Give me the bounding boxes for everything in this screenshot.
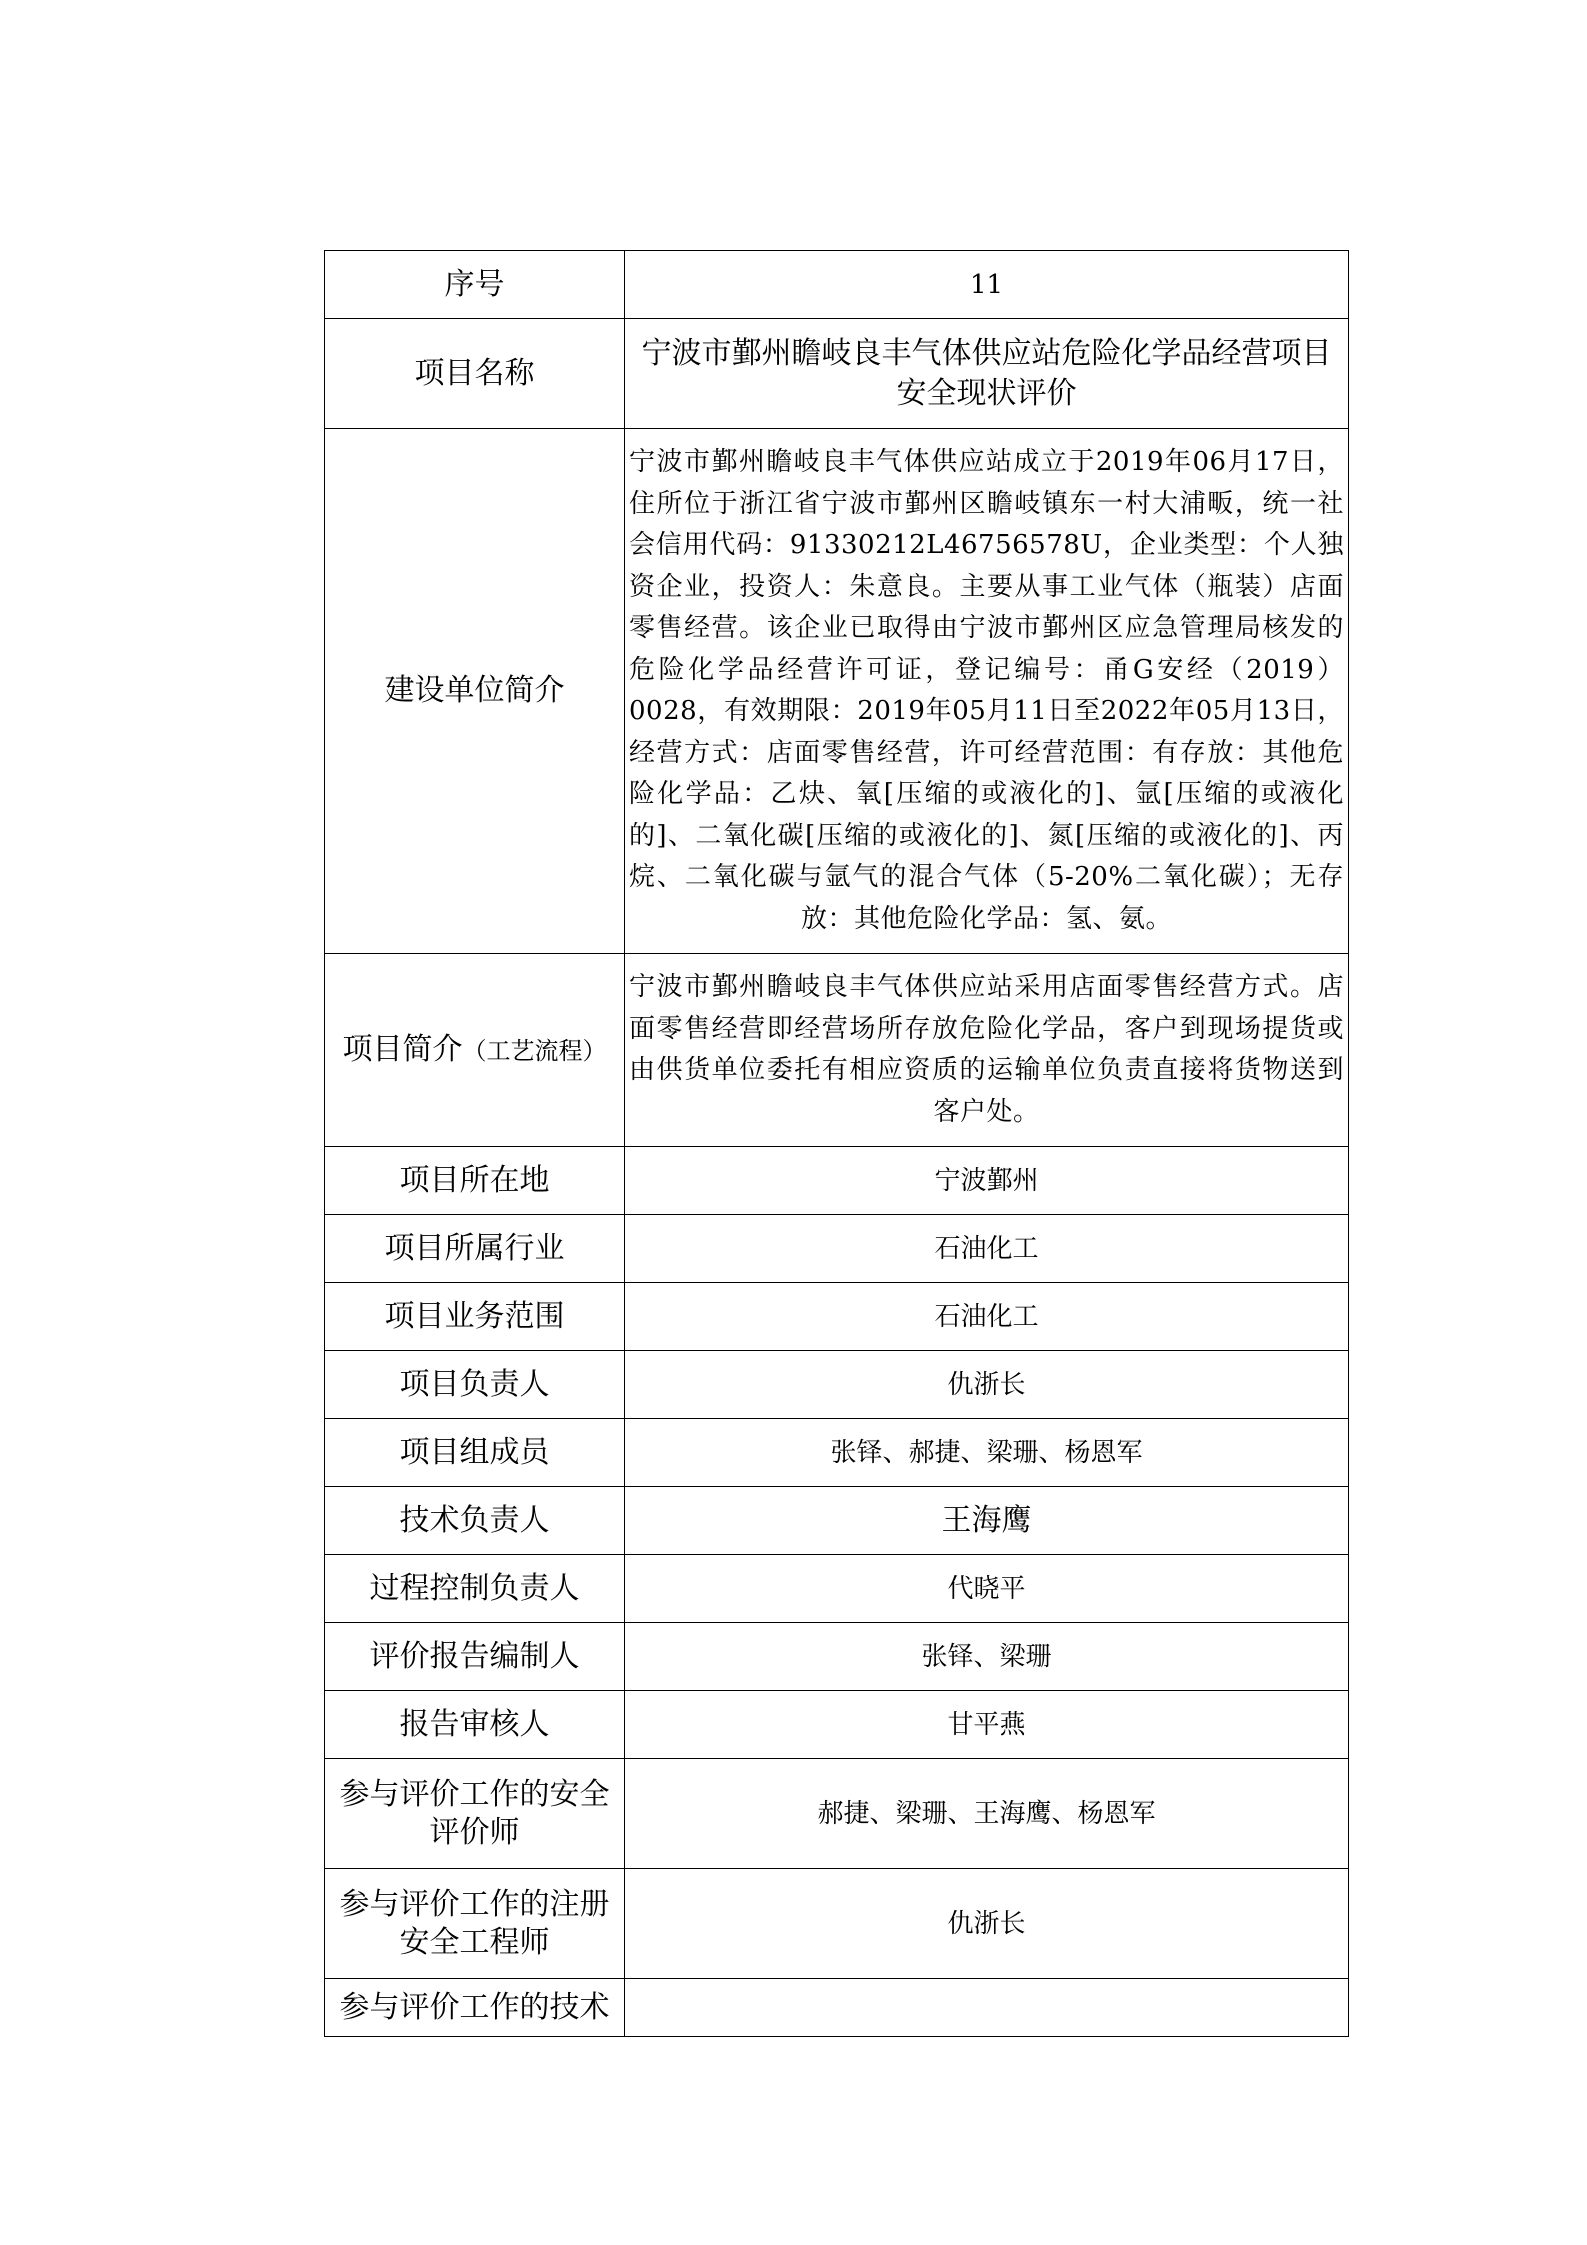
report-author-value: 张铎、梁珊 (625, 1623, 1349, 1691)
project-intro-label-main: 项目简介 (342, 1031, 463, 1067)
members-value: 张铎、郝捷、梁珊、杨恩军 (625, 1419, 1349, 1487)
row-process-leader (325, 1555, 1349, 1623)
project-name-label: 项目名称 (325, 319, 625, 429)
company-intro-label: 建设单位简介 (325, 429, 625, 954)
report-author-label: 评价报告编制人 (325, 1623, 625, 1691)
safety-assessors-value: 郝捷、梁珊、王海鹰、杨恩军 (625, 1759, 1349, 1869)
row-project-name (325, 319, 1349, 429)
row-tech-staff (325, 1979, 1349, 2037)
project-intro-label (325, 954, 625, 1147)
row-project-intro (325, 954, 1349, 1147)
tech-staff-value (625, 1979, 1349, 2037)
tech-staff-label: 参与评价工作的技术 (325, 1979, 625, 2037)
row-business-scope (325, 1283, 1349, 1351)
company-intro-value: 宁波市鄞州瞻岐良丰气体供应站成立于2019年06月17日，住所位于浙江省宁波市鄞州区瞻岐镇东一村大浦畈，统一社会信用代码：91330212L46756578U，企业类型：个人独资企业，投资人：朱意良。主要从事工业气体（瓶装）店面零售经营。该企业已取得由宁波市鄞州区应急管理局核发的危险化学品经营许可证，登记编号：甬G安经（2019）0028，有效期限：2019年05月11日至2022年05月13日，经营方式：店面零售经营，许可经营范围：有存放：其他危险化学品：乙炔、氧[压缩的或液化的]、氩[压缩的或液化的]、二氧化碳[压缩的或液化的]、氮[压缩的或液化的]、丙烷、二氧化碳与氩气的混合气体（5-20%二氧化碳）；无存放：其他危险化学品：氢、氨。 (625, 429, 1349, 954)
business-scope-value: 石油化工 (625, 1283, 1349, 1351)
reviewer-value: 甘平燕 (625, 1691, 1349, 1759)
reviewer-label: 报告审核人 (325, 1691, 625, 1759)
process-leader-label: 过程控制负责人 (325, 1555, 625, 1623)
tech-leader-value: 王海鹰 (625, 1487, 1349, 1555)
business-scope-label: 项目业务范围 (325, 1283, 625, 1351)
location-value: 宁波鄞州 (625, 1147, 1349, 1215)
row-serial (325, 251, 1349, 319)
leader-value: 仇浙长 (625, 1351, 1349, 1419)
row-industry (325, 1215, 1349, 1283)
row-leader (325, 1351, 1349, 1419)
industry-label: 项目所属行业 (325, 1215, 625, 1283)
row-safety-assessors (325, 1759, 1349, 1869)
registered-engineers-label: 参与评价工作的注册安全工程师 (325, 1869, 625, 1979)
project-info-table (324, 250, 1349, 2037)
location-label: 项目所在地 (325, 1147, 625, 1215)
serial-label: 序号 (325, 251, 625, 319)
registered-engineers-value: 仇浙长 (625, 1869, 1349, 1979)
project-name-value: 宁波市鄞州瞻岐良丰气体供应站危险化学品经营项目安全现状评价 (625, 319, 1349, 429)
row-company-intro (325, 429, 1349, 954)
industry-value: 石油化工 (625, 1215, 1349, 1283)
row-location (325, 1147, 1349, 1215)
row-members (325, 1419, 1349, 1487)
project-intro-label-sub: （工艺流程） (462, 1036, 607, 1065)
safety-assessors-label: 参与评价工作的安全评价师 (325, 1759, 625, 1869)
row-report-author (325, 1623, 1349, 1691)
process-leader-value: 代晓平 (625, 1555, 1349, 1623)
leader-label: 项目负责人 (325, 1351, 625, 1419)
row-reviewer (325, 1691, 1349, 1759)
serial-value: 11 (625, 251, 1349, 319)
project-intro-value: 宁波市鄞州瞻岐良丰气体供应站采用店面零售经营方式。店面零售经营即经营场所存放危险化学品，客户到现场提货或由供货单位委托有相应资质的运输单位负责直接将货物送到客户处。 (625, 954, 1349, 1147)
tech-leader-label: 技术负责人 (325, 1487, 625, 1555)
row-tech-leader (325, 1487, 1349, 1555)
members-label: 项目组成员 (325, 1419, 625, 1487)
row-registered-engineers (325, 1869, 1349, 1979)
